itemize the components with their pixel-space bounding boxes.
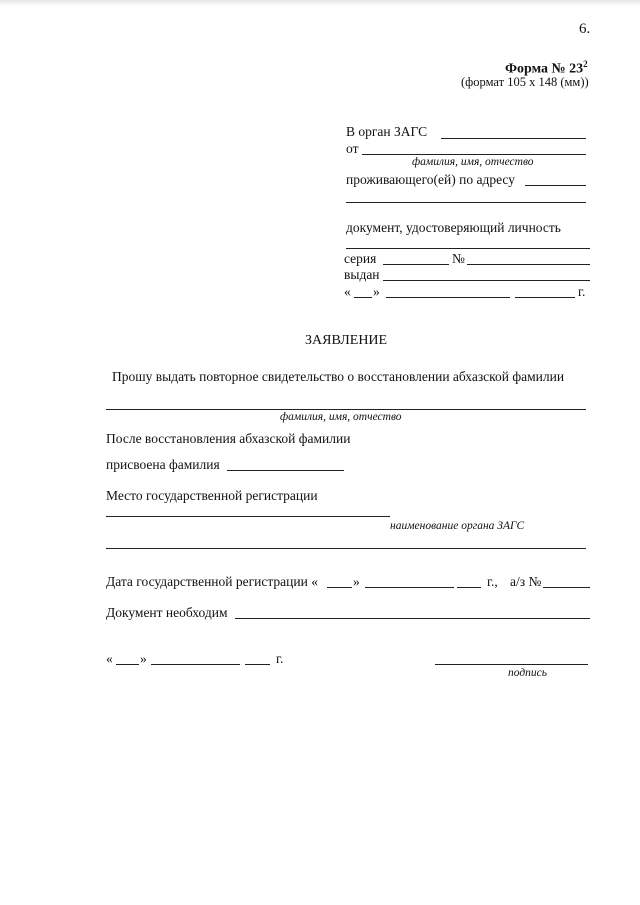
line-record-no — [543, 587, 590, 588]
line-issue-day — [354, 297, 372, 298]
statement-heading: ЗАЯВЛЕНИЕ — [305, 333, 388, 348]
issue-date-open: « — [344, 284, 351, 299]
line-reg-place-2 — [106, 548, 586, 549]
line-id-document — [346, 248, 590, 249]
label-doc-needed: Документ необходим — [106, 605, 228, 620]
label-series: серия — [344, 251, 377, 266]
sign-date-open: « — [106, 651, 113, 666]
issue-date-close: » — [373, 284, 380, 299]
line-address-2 — [346, 202, 586, 203]
label-after-restore: После восстановления абхазской фамилии — [106, 431, 351, 446]
line-address-1 — [525, 185, 586, 186]
form-format: (формат 105 х 148 (мм)) — [461, 75, 589, 89]
label-from: от — [346, 141, 359, 156]
label-reg-date: Дата государственной регистрации « — [106, 574, 318, 589]
sign-date-close: » — [140, 651, 147, 666]
hint-fio-main: фамилия, имя, отчество — [280, 411, 402, 423]
line-from-name — [362, 154, 586, 155]
line-number — [467, 264, 590, 265]
line-issued — [383, 280, 590, 281]
line-reg-year — [457, 587, 481, 588]
hint-signature: подпись — [508, 667, 548, 679]
hint-zags-name: наименование органа ЗАГС — [390, 520, 525, 532]
reg-year-suffix: г., — [487, 574, 498, 589]
form-title-text: Форма № 23 — [505, 61, 584, 77]
line-sign-month — [151, 664, 240, 665]
scan-top-edge — [0, 0, 640, 6]
sign-year-suffix: г. — [276, 651, 284, 666]
hint-fio-top: фамилия, имя, отчество — [412, 156, 534, 168]
line-series — [383, 264, 449, 265]
line-assigned-surname — [227, 470, 344, 471]
line-reg-month — [365, 587, 454, 588]
page-number: 6. — [579, 21, 591, 37]
line-zags-name — [441, 138, 586, 139]
form-title-sup: 2 — [583, 59, 588, 69]
label-residing: проживающего(ей) по адресу — [346, 172, 515, 187]
line-sign-year — [245, 664, 270, 665]
line-issue-year — [515, 297, 575, 298]
line-doc-needed — [235, 618, 590, 619]
label-surname-assigned: присвоена фамилия — [106, 457, 220, 472]
line-reg-day — [327, 587, 352, 588]
label-id-document: документ, удостоверяющий личность — [346, 220, 561, 235]
issue-year-suffix: г. — [578, 284, 586, 299]
label-record-no: а/з № — [510, 574, 542, 589]
reg-date-close: » — [353, 574, 360, 589]
statement-request: Прошу выдать повторное свидетельство о восстановлении абхазской фамилии — [112, 369, 565, 384]
label-reg-place: Место государственной регистрации — [106, 488, 318, 503]
line-issue-month — [386, 297, 510, 298]
line-signature — [435, 664, 588, 665]
line-sign-day — [116, 664, 139, 665]
line-reg-place — [106, 516, 390, 517]
label-issued: выдан — [344, 267, 380, 282]
label-number: № — [452, 251, 465, 266]
label-to-zags: В орган ЗАГС — [346, 124, 428, 139]
line-applicant-fio — [106, 409, 586, 410]
